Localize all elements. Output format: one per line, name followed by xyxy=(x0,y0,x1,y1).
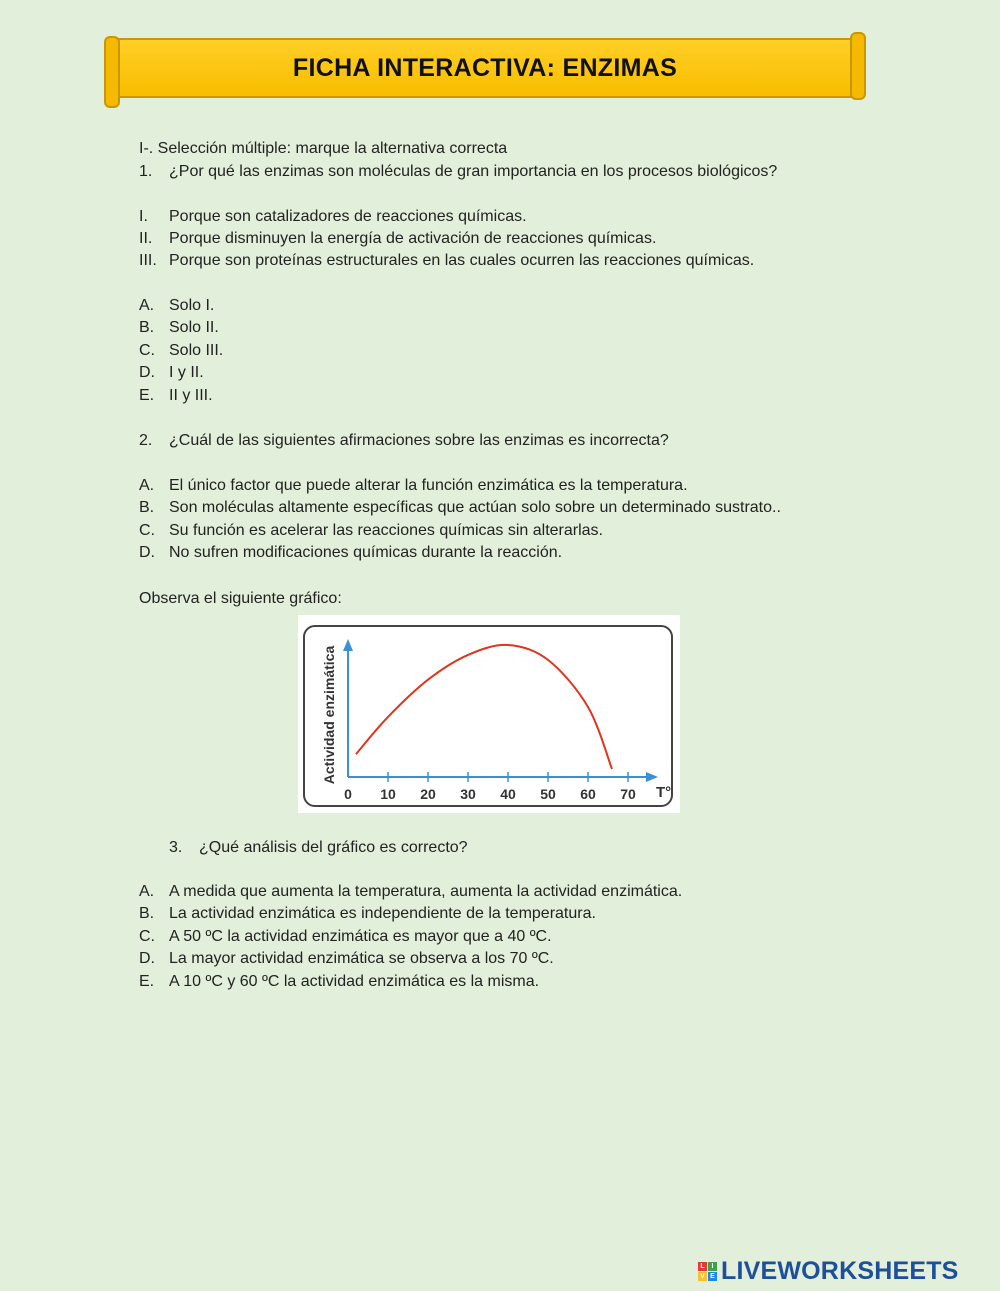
liveworksheets-logo[interactable] xyxy=(698,1258,959,1284)
question-1-text: ¿Por qué las enzimas son moléculas de gran importancia en los procesos biológicos? xyxy=(169,163,778,180)
question-3-number: 3. xyxy=(169,839,183,856)
x-tick-label: 20 xyxy=(420,786,436,802)
question-2-text: ¿Cuál de las siguientes afirmaciones sobre las enzimas es incorrecta? xyxy=(169,432,669,449)
x-tick-label: 30 xyxy=(460,786,476,802)
q1-option-a[interactable] xyxy=(139,296,214,316)
option-text: El único factor que puede alterar la función enzimática es la temperatura. xyxy=(169,477,688,494)
q2-option-a[interactable] xyxy=(139,476,688,496)
q3-option-a[interactable] xyxy=(139,882,682,902)
statement xyxy=(139,229,656,249)
option-letter: C. xyxy=(139,522,155,539)
option-letter: E. xyxy=(139,387,155,404)
question-3 xyxy=(169,838,468,858)
logo-mark-icon xyxy=(698,1262,717,1281)
statement-text: Porque son proteínas estructurales en las cuales ocurren las reacciones químicas. xyxy=(169,252,755,269)
option-text: La actividad enzimática es independiente de la temperatura. xyxy=(169,905,596,922)
x-tick-label: 10 xyxy=(380,786,396,802)
logo-letter: L xyxy=(698,1262,707,1271)
x-tick-label: 70 xyxy=(620,786,636,802)
question-1-number: 1. xyxy=(139,163,153,180)
logo-letter: E xyxy=(708,1272,717,1281)
series-line xyxy=(356,645,612,769)
q1-option-c[interactable] xyxy=(139,341,223,361)
statement-text: Porque disminuyen la energía de activación de reacciones químicas. xyxy=(169,230,657,247)
question-2 xyxy=(139,431,669,451)
option-text: A medida que aumenta la temperatura, aumenta la actividad enzimática. xyxy=(169,883,683,900)
option-letter: C. xyxy=(139,342,155,359)
option-text: A 50 ºC la actividad enzimática es mayor que a 40 ºC. xyxy=(169,928,552,945)
question-2-number: 2. xyxy=(139,432,153,449)
option-letter: D. xyxy=(139,544,155,561)
logo-letter: V xyxy=(698,1272,707,1281)
option-letter: B. xyxy=(139,319,155,336)
statement xyxy=(139,207,527,227)
option-letter: A. xyxy=(139,297,155,314)
x-axis-label: T° xyxy=(656,784,672,801)
statement xyxy=(139,251,754,271)
option-text: Solo III. xyxy=(169,342,224,359)
option-text: A 10 ºC y 60 ºC la actividad enzimática es la misma. xyxy=(169,973,540,990)
option-text: La mayor actividad enzimática se observa a los 70 ºC. xyxy=(169,950,554,967)
statement-number: I. xyxy=(139,208,148,225)
option-text: Son moléculas altamente específicas que actúan solo sobre un determinado sustrato.. xyxy=(169,499,781,516)
option-text: Su función es acelerar las reacciones químicas sin alterarlas. xyxy=(169,522,603,539)
q2-option-d[interactable] xyxy=(139,543,562,563)
graph-intro: Observa el siguiente gráfico: xyxy=(139,590,342,607)
x-tick-label: 40 xyxy=(500,786,516,802)
q1-option-b[interactable] xyxy=(139,318,219,338)
option-letter: E. xyxy=(139,973,155,990)
option-letter: C. xyxy=(139,928,155,945)
x-axis-arrow-icon xyxy=(646,772,658,782)
page-title: FICHA INTERACTIVA: ENZIMAS xyxy=(292,53,678,82)
x-tick-label: 0 xyxy=(344,786,352,802)
x-tick-label: 60 xyxy=(580,786,596,802)
option-letter: D. xyxy=(139,364,155,381)
statement-number: II. xyxy=(139,230,153,247)
title-banner xyxy=(108,38,862,98)
logo-letter: I xyxy=(708,1262,717,1271)
option-letter: A. xyxy=(139,477,155,494)
option-letter: D. xyxy=(139,950,155,967)
q1-option-d[interactable] xyxy=(139,363,204,383)
logo-text: LIVEWORKSHEETS xyxy=(721,1256,959,1285)
option-text: I y II. xyxy=(169,364,204,381)
q2-option-b[interactable] xyxy=(139,498,781,518)
option-letter: B. xyxy=(139,499,155,516)
q3-option-d[interactable] xyxy=(139,949,554,969)
q3-option-e[interactable] xyxy=(139,972,539,992)
q3-option-b[interactable] xyxy=(139,904,596,924)
chart-container xyxy=(298,615,680,813)
option-text: No sufren modificaciones químicas durante la reacción. xyxy=(169,544,563,561)
q3-option-c[interactable] xyxy=(139,927,552,947)
option-text: Solo I. xyxy=(169,297,215,314)
q2-option-c[interactable] xyxy=(139,521,603,541)
option-text: Solo II. xyxy=(169,319,219,336)
statement-text: Porque son catalizadores de reacciones químicas. xyxy=(169,208,527,225)
question-1 xyxy=(139,162,777,182)
statement-number: III. xyxy=(139,252,157,269)
option-letter: A. xyxy=(139,883,155,900)
question-3-text: ¿Qué análisis del gráfico es correcto? xyxy=(199,839,468,856)
enzyme-activity-chart xyxy=(298,615,680,813)
x-tick-label: 50 xyxy=(540,786,556,802)
section-instruction: I-. Selección múltiple: marque la alternativa correcta xyxy=(139,140,508,157)
q1-option-e[interactable] xyxy=(139,386,213,406)
y-axis-label: Actividad enzimática xyxy=(321,645,337,785)
option-text: II y III. xyxy=(169,387,213,404)
option-letter: B. xyxy=(139,905,155,922)
y-axis-arrow-icon xyxy=(343,639,353,651)
